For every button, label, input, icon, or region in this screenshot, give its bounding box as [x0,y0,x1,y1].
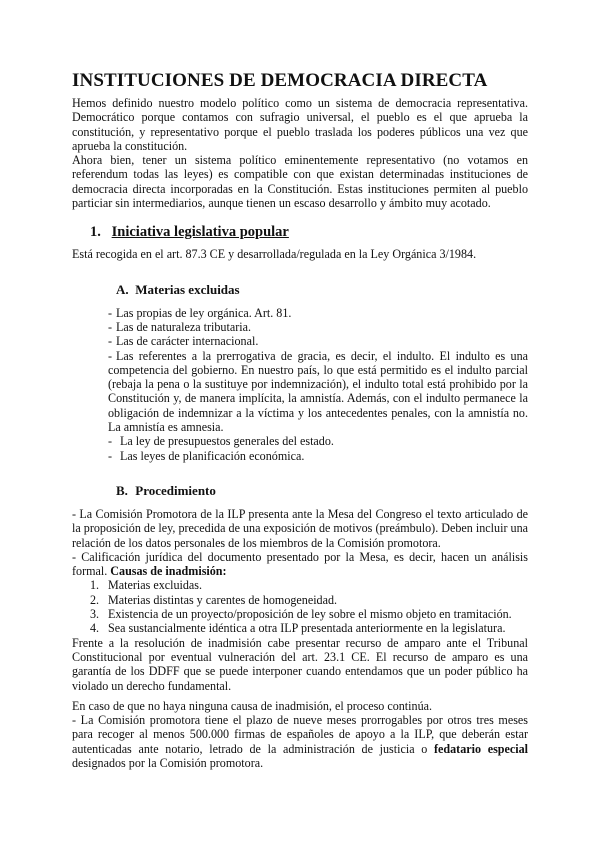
subsection-a-title: Materias excluidas [135,281,240,297]
intro-paragraph-2: Ahora bien, tener un sistema político eminentemente representativo (no votamos en referendum todas las leyes) es compatible con que existan determinadas instituciones de democracia directa incorporadas en la Constitución. Estas instituciones permiten al pueblo particiar sin intermediarios, aunque tienen un escaso desarrollo y ámbito muy acotado. [72,153,528,211]
document-page [72,70,528,770]
procedure-paragraph-1: - La Comisión Promotora de la ILP presenta ante la Mesa del Congreso el texto articulado de la proposición de ley, precedida de una exposición de motivos (preámbulo). Deben incluir una relación de los datos personales de los miembros de la Comisión promotora. [72,506,528,550]
list-item: 3. Existencia de un proyecto/proposición de ley sobre el mismo objeto en tramitación. [90,607,512,622]
list-item: 4. Sea sustancialmente idéntica a otra ILP presentada anteriormente en la legislatura. [90,621,506,636]
inadmission-causes-label: Causas de inadmisión: [110,564,227,579]
list-item: - Las leyes de planificación económica. [108,448,305,463]
procedure-paragraph-4: En caso de que no haya ninguna causa de inadmisión, el proceso continúa. [72,698,433,713]
subsection-b-heading [116,483,528,499]
subsection-a-letter: A. [116,281,129,297]
section-1-heading [90,224,528,241]
list-item: - La ley de presupuestos generales del estado. [108,434,334,449]
list-item: - Las de naturaleza tributaria. [108,319,251,334]
list-item: - Las referentes a la prerrogativa de gracia, es decir, el indulto. El indulto es una competencia del gobierno. En nuestro país, lo que está permitido es el indulto parcial (rebaja la pena o la sustituye por indemnización), el indulto total está prohibido por la Constitución y, de manera implícita, la amnistía. Además, con el indulto permanece la obligación de indemnizar a la víctima y los antecedentes penales, con la amnistía no. La amnistía es amnesia. [108,348,528,435]
fedatario-label: fedatario especial [434,741,529,756]
intro-paragraph-1: Hemos definido nuestro modelo político como un sistema de democracia representativa. Democrático porque contamos con sufragio universal, el pueblo es el que aprueba la constitución, y representativo porque el pueblo traslada los poderes públicos una vez que aprueba la constitución. [72,96,528,153]
excluded-matters-list [72,306,528,463]
inadmission-causes-list [72,578,528,635]
procedure-paragraph-5: - La Comisión promotora tiene el plazo de nueve meses prorrogables por otros tres meses para recoger al menos 500.000 firmas de españoles de apoyo a la ILP, que deberán estar autenticadas ante notario, letrado de la administración de justicia o fedatario especial designados por la Comisión promotora. [72,713,529,770]
list-item: - Las propias de ley orgánica. Art. 81. [108,305,292,320]
procedure-paragraph-3: Frente a la resolución de inadmisión cabe presentar recurso de amparo ante el Tribunal Constitucional por eventual vulneración del art. 23.1 CE. El recurso de amparo es una garantía de los DDFF que se puede interponer cuando entendamos que un poder público ha violado un derecho fundamental. [72,635,528,693]
list-item: - Las de carácter internacional. [108,334,259,349]
section-1-title: Iniciativa legislativa popular [111,224,289,241]
subsection-a-heading [116,282,528,298]
subsection-b-title: Procedimiento [135,482,216,498]
page-title: INSTITUCIONES DE DEMOCRACIA DIRECTA [72,70,488,91]
procedure-paragraph-2: - Calificación jurídica del documento presentado por la Mesa, es decir, hacen un análisis formal. Causas de inadmisión: [72,549,528,579]
list-item: 2. Materias distintas y carentes de homogeneidad. [90,592,338,607]
section-1-text: Está recogida en el art. 87.3 CE y desarrollada/regulada en la Ley Orgánica 3/1984. [72,247,477,262]
section-1-number: 1. [90,224,101,241]
list-item: 1. Materias excluidas. [90,578,203,593]
subsection-b-letter: B. [116,482,128,498]
